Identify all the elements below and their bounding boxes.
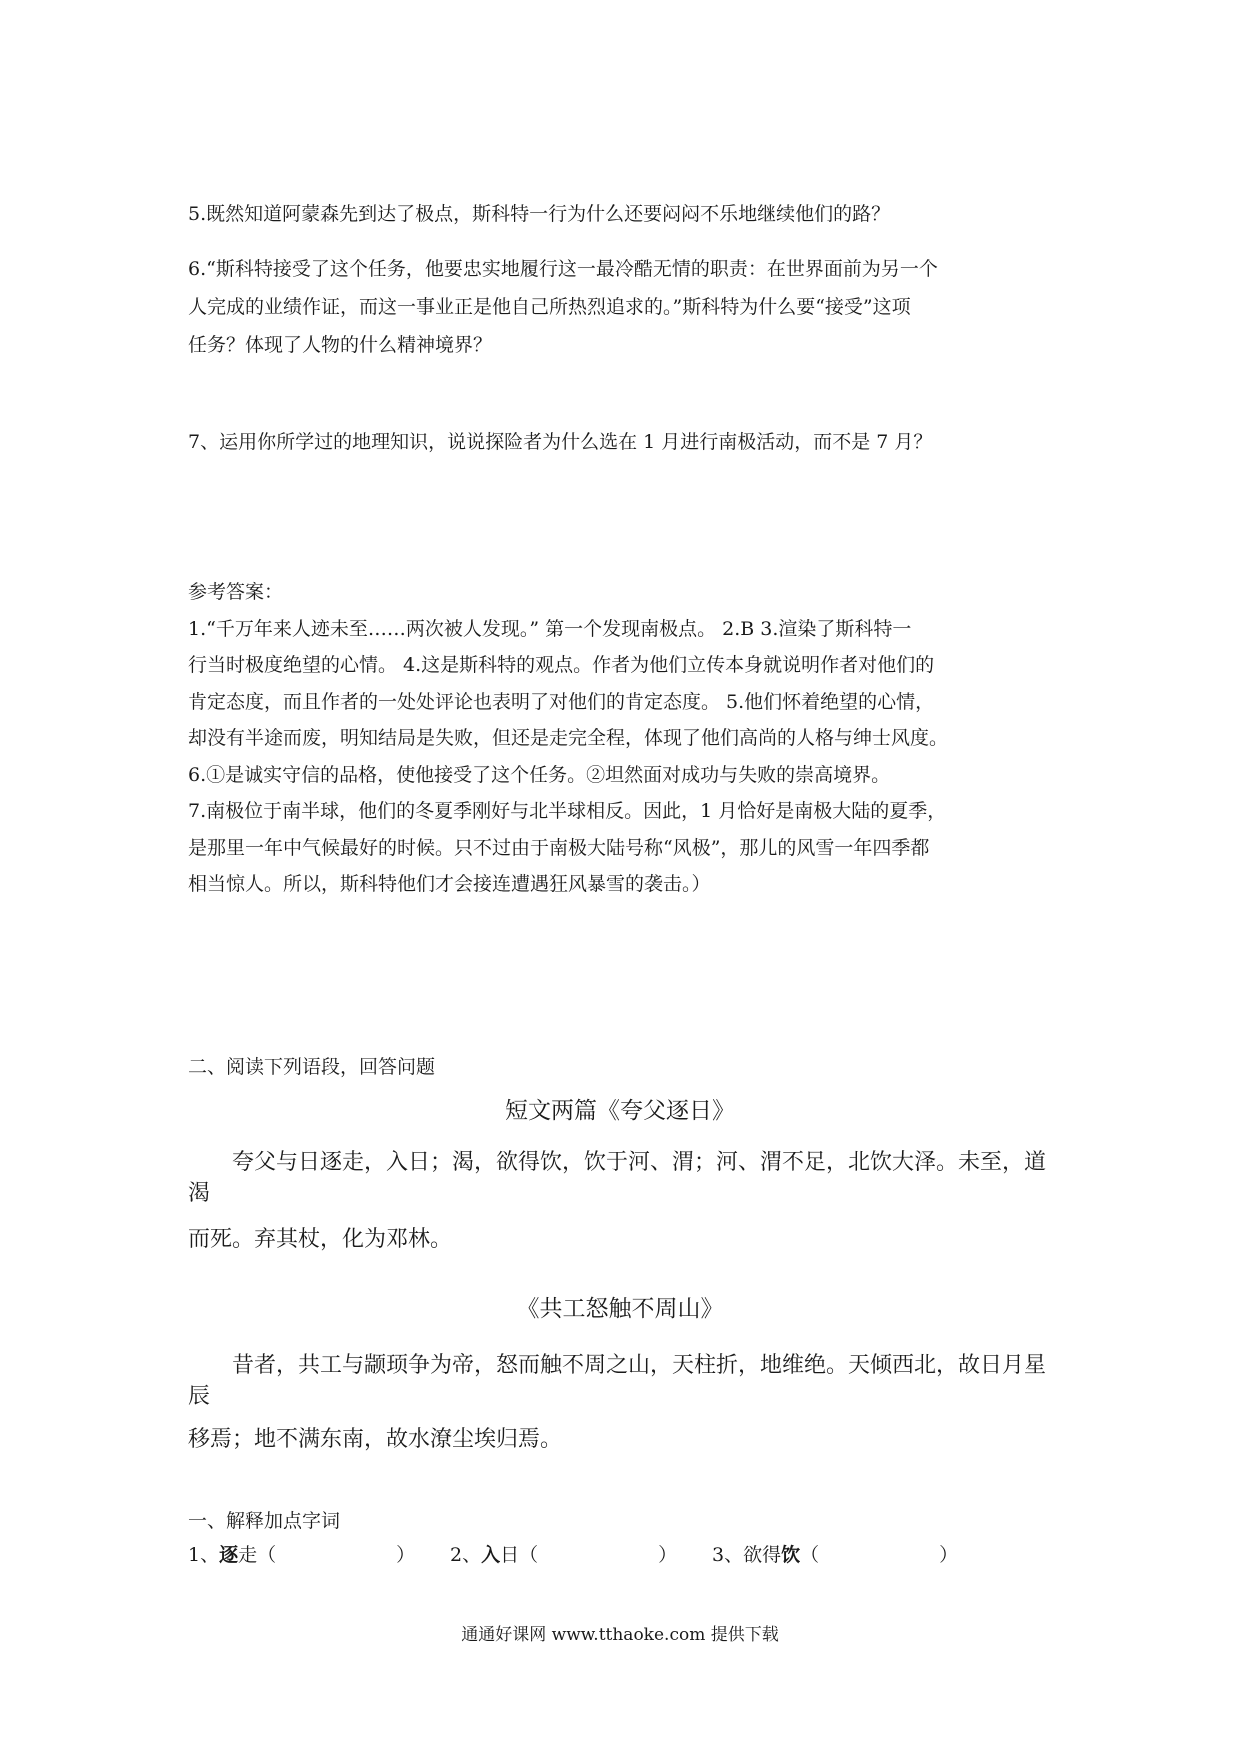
passage-kuafu-line: 而死。弃其杖，化为邓林。 xyxy=(188,1227,453,1252)
exercise-item-2: 2、入日（ ） xyxy=(450,1544,678,1566)
passage-gonggong-line: 昔者，共工与颛顼争为帝，怒而触不周之山，天柱折，地维绝。天倾西北，故日月星辰 xyxy=(188,1353,1047,1409)
passage-kuafu-line: 夸父与日逐走，入日；渴，欲得饮，饮于河、渭；河、渭不足，北饮大泽。未至，道渴 xyxy=(188,1150,1047,1206)
question-6 xyxy=(188,250,1060,364)
answer-heading: 参考答案： xyxy=(188,581,284,603)
exercise-item-1: 1、逐走（ ） xyxy=(188,1544,416,1566)
passage-title-kuafu: 短文两篇《夸父逐日》 xyxy=(505,1098,735,1124)
answer-line: 是那里一年中气候最好的时候。只不过由于南极大陆号称“风极”，那儿的风雪一年四季都 xyxy=(188,836,930,859)
question-6-line: 6.“斯科特接受了这个任务，他要忠实地履行这一最冷酷无情的职责：在世界面前为另一个 xyxy=(188,258,938,280)
exercise-item-3: 3、欲得饮（ ） xyxy=(712,1544,959,1566)
question-6-line: 任务？体现了人物的什么精神境界？ xyxy=(188,334,493,356)
answer-line: 肯定态度，而且作者的一处处评论也表明了对他们的肯定态度。 5.他们怀着绝望的心情， xyxy=(188,690,935,713)
answer-line: 6.①是诚实守信的品格，使他接受了这个任务。②坦然面对成功与失败的崇高境界。 xyxy=(188,763,891,786)
question-6-line: 人完成的业绩作证，而这一事业正是他自己所热烈追求的。”斯科特为什么要“接受”这项 xyxy=(188,296,911,318)
exercise-heading: 一、解释加点字词 xyxy=(188,1510,341,1532)
answer-line: 相当惊人。所以，斯科特他们才会接连遭遇狂风暴雪的袭击。） xyxy=(188,873,711,895)
passage-gonggong-line: 移焉；地不满东南，故水潦尘埃归焉。 xyxy=(188,1427,563,1452)
answer-line: 1.“千万年来人迹未至……两次被人发现。” 第一个发现南极点。 2.B 3.渲染了斯科特一 xyxy=(188,617,912,640)
section-heading: 二、阅读下列语段，回答问题 xyxy=(188,1056,436,1078)
answer-line: 7.南极位于南半球，他们的冬夏季刚好与北半球相反。因此，1 月恰好是南极大陆的夏季， xyxy=(188,800,947,822)
answer-line: 行当时极度绝望的心情。 4.这是斯科特的观点。作者为他们立传本身就说明作者对他们的 xyxy=(188,654,935,676)
answer-block xyxy=(188,574,1060,903)
passage-title-gonggong: 《共工怒触不周山》 xyxy=(516,1296,724,1322)
page-footer: 通通好课网 www.tthaoke.com 提供下载 xyxy=(461,1625,779,1645)
question-7: 7、运用你所学过的地理知识，说说探险者为什么选在 1 月进行南极活动，而不是 7 月？ xyxy=(188,431,933,453)
answer-line: 却没有半途而废，明知结局是失败，但还是走完全程，体现了他们高尚的人格与绅士风度。 xyxy=(188,727,949,749)
question-5: 5.既然知道阿蒙森先到达了极点，斯科特一行为什么还要闷闷不乐地继续他们的路？ xyxy=(188,203,891,225)
exercise-items xyxy=(188,1540,1060,1567)
